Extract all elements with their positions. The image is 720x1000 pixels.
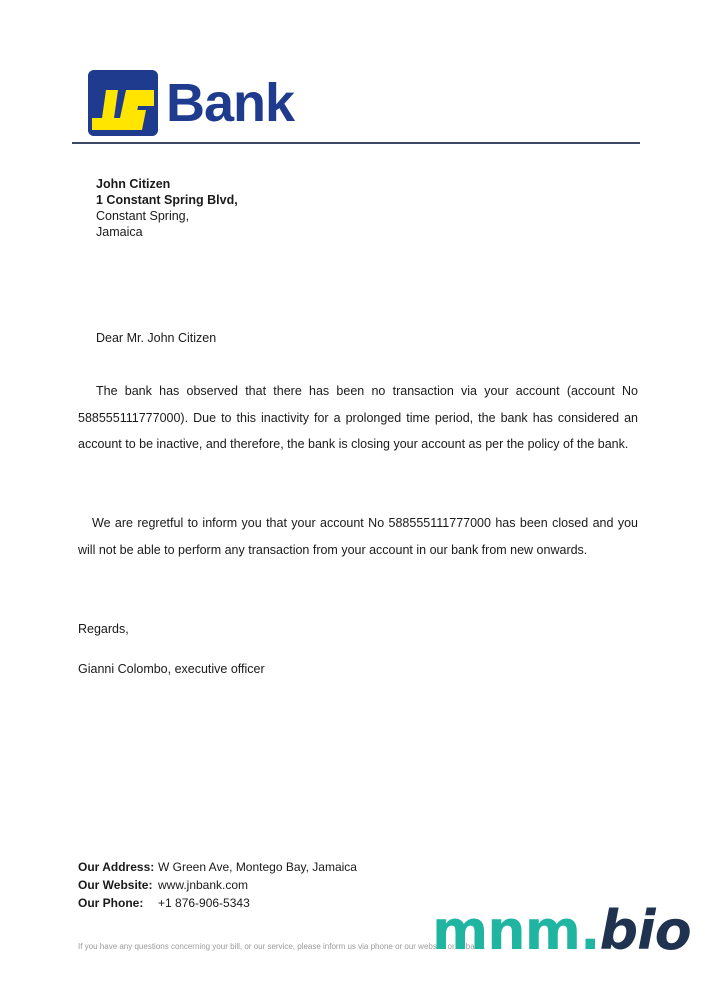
- jn-logo-icon: [88, 70, 158, 136]
- watermark-part-2: bio: [599, 899, 691, 962]
- header-divider: [72, 142, 640, 144]
- recipient-address: [96, 176, 238, 240]
- address-label: Our Address:: [78, 860, 155, 874]
- address-line-2: Constant Spring,: [96, 209, 190, 223]
- footer-phone-row: [78, 894, 357, 912]
- footer-website-row: [78, 876, 357, 894]
- logo-wordmark: Bank: [166, 73, 295, 133]
- address-line-1: 1 Constant Spring Blvd,: [96, 193, 238, 207]
- body-paragraph-1: The bank has observed that there has been no transaction via your account (account No 588555111777000). Due to this inactivity for a prolonged time period, the bank has considered an account to be inactive, and therefore, the bank is closing your account as per the policy of the bank.: [78, 384, 638, 451]
- recipient-name: John Citizen: [96, 177, 171, 191]
- footer-address-row: [78, 858, 357, 876]
- website-value: www.jnbank.com: [158, 878, 249, 892]
- address-line-3: Jamaica: [96, 225, 143, 239]
- watermark: [432, 896, 691, 966]
- footer-disclaimer: If you have any questions concerning your bill, or our service, please inform us via phone or our website or at bank.: [78, 942, 486, 951]
- signature: Gianni Colombo, executive officer: [78, 662, 265, 676]
- bank-logo: [88, 70, 294, 136]
- salutation: Dear Mr. John Citizen: [96, 331, 217, 345]
- watermark-part-1: mnm.: [432, 899, 600, 962]
- closing: Regards,: [78, 622, 129, 636]
- website-label: Our Website:: [78, 878, 153, 892]
- address-value: W Green Ave, Montego Bay, Jamaica: [158, 860, 357, 874]
- footer-contact: [78, 858, 357, 912]
- body-paragraph-2: We are regretful to inform you that your account No 588555111777000 has been closed and you will not be able to perform any transaction from your account in our bank from new onwards.: [78, 516, 638, 557]
- phone-label: Our Phone:: [78, 896, 144, 910]
- phone-value: +1 876-906-5343: [158, 896, 250, 910]
